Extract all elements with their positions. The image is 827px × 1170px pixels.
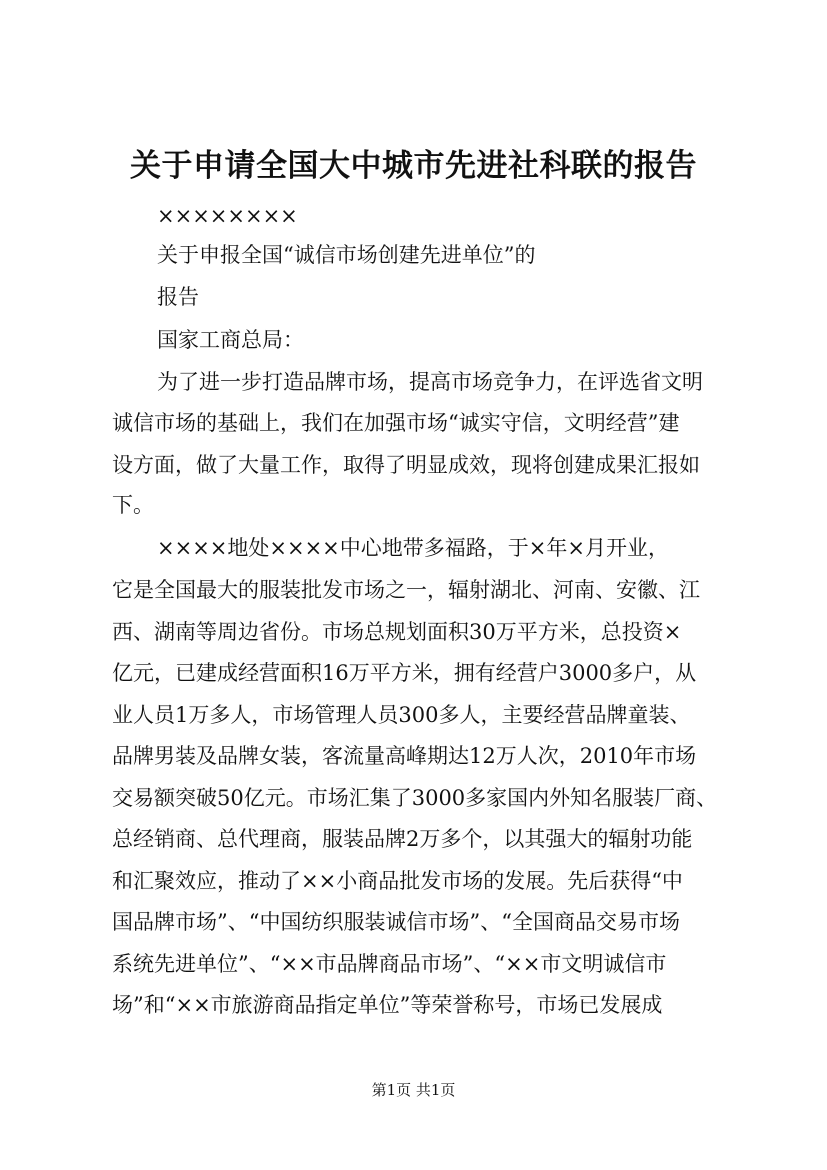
paragraph-1-line-2: 诚信市场的基础上，我们在加强市场“诚实守信，文明经营”建 bbox=[112, 411, 680, 435]
paragraph-2-line-1: ××××地处××××中心地带多福路，于×年×月开业， bbox=[157, 536, 669, 560]
placeholder-marks: ×××××××× bbox=[157, 204, 298, 228]
paragraph-2-line-9: 和汇聚效应，推动了××小商品批发市场的发展。先后获得“中 bbox=[112, 869, 683, 893]
paragraph-2-line-10: 国品牌市场”、“中国纺织服装诚信市场”、“全国商品交易市场 bbox=[112, 910, 680, 934]
paragraph-2-line-5: 业人员1万多人，市场管理人员300多人，主要经营品牌童装、 bbox=[112, 703, 691, 727]
report-heading-line-1: 关于申报全国“诚信市场创建先进单位”的 bbox=[157, 243, 536, 267]
paragraph-2-line-6: 品牌男装及品牌女装，客流量高峰期达12万人次，2010年市场 bbox=[112, 744, 697, 768]
paragraph-2-line-2: 它是全国最大的服装批发市场之一，辐射湖北、河南、安徽、江 bbox=[112, 578, 700, 602]
document-title: 关于申请全国大中城市先进社科联的报告 bbox=[130, 148, 697, 184]
paragraph-2-line-8: 总经销商、总代理商，服装品牌2万多个，以其强大的辐射功能 bbox=[112, 827, 693, 851]
paragraph-2-line-11: 系统先进单位”、“××市品牌商品市场”、“××市文明诚信市 bbox=[112, 952, 667, 976]
paragraph-2-line-4: 亿元，已建成经营面积16万平方米，拥有经营户3000多户，从 bbox=[112, 661, 697, 685]
paragraph-2-line-3: 西、湖南等周边省份。市场总规划面积30万平方米，总投资× bbox=[112, 620, 682, 644]
paragraph-1-line-1: 为了进一步打造品牌市场，提高市场竞争力，在评选省文明 bbox=[157, 370, 703, 394]
addressee: 国家工商总局： bbox=[157, 328, 304, 352]
paragraph-1-line-4: 下。 bbox=[112, 493, 154, 517]
page-indicator: 第1页 共1页 bbox=[371, 1081, 456, 1099]
paragraph-1-line-3: 设方面，做了大量工作，取得了明显成效，现将创建成果汇报如 bbox=[112, 453, 700, 477]
paragraph-2-line-7: 交易额突破50亿元。市场汇集了3000多家国内外知名服装厂商、 bbox=[112, 786, 718, 810]
report-heading-line-2: 报告 bbox=[157, 285, 199, 309]
paragraph-2-line-12: 场”和“××市旅游商品指定单位”等荣誉称号，市场已发展成 bbox=[112, 993, 663, 1017]
